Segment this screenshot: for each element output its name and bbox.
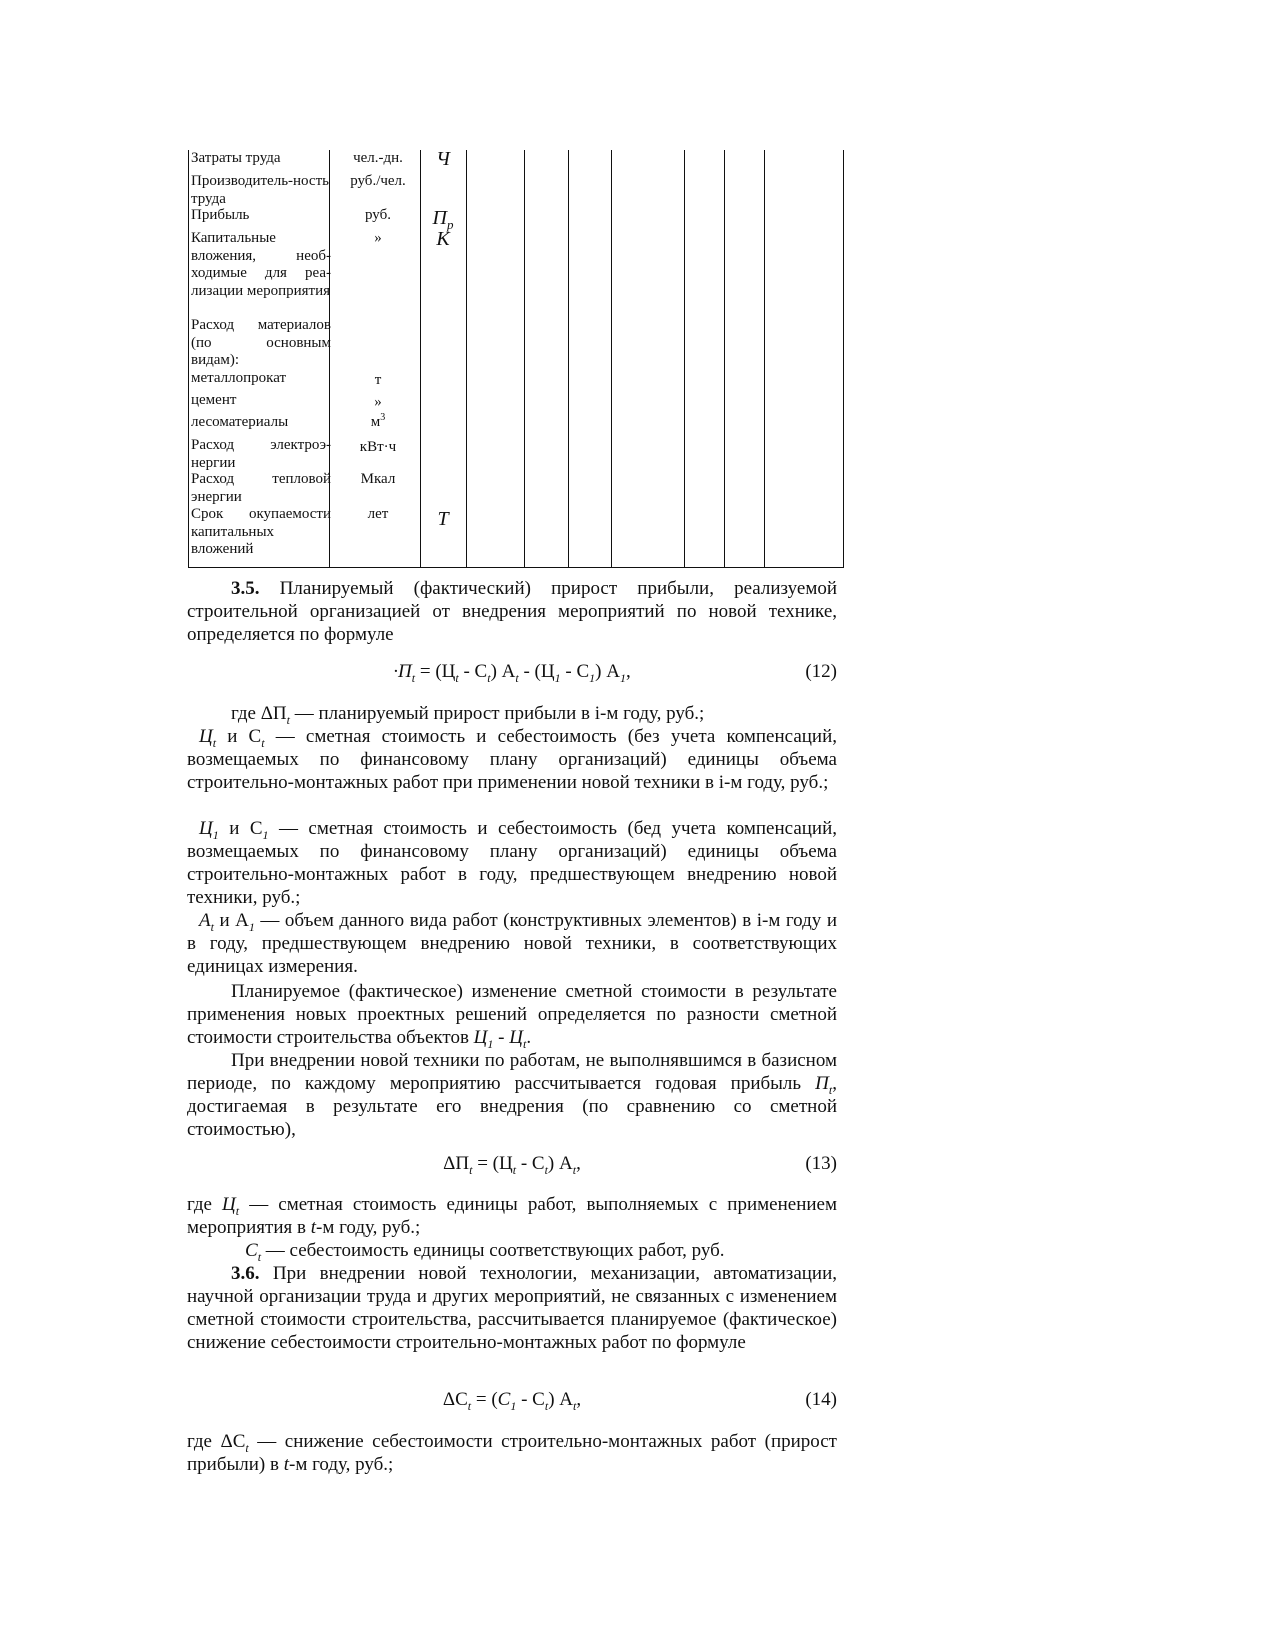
- table-row-label: лесоматериалы: [191, 414, 289, 430]
- formula-12: [187, 660, 837, 683]
- definition-ct: $Ц_t$ и $С_t$ — сметная стоимость и себестоимость (без учета компенсаций, возмещаемых по финансовому плану организаций) единицы объема строительно-монтажных работ при применении новой техники в i-м году, руб.;: [187, 726, 838, 793]
- table-row-unit: руб.: [365, 207, 391, 223]
- table-col-line: [724, 150, 725, 568]
- formula-14: [187, 1388, 837, 1411]
- formula-12-expression: $\cdot П_t = (Ц_t - С_t)$ $А_t - (Ц_1 - С_1)$ $А_1$,: [393, 661, 631, 685]
- table-row-unit: руб./чел.: [350, 173, 406, 189]
- paragraph-3-6: 3.6. При внедрении новой технологии, механизации, автоматизации, научной организации труда и других мероприятий, не связанных с изменением сметной стоимости строительства, рассчитывается планируемое (фактическое) снижение себестоимости строительно-монтажных работ по формуле: [187, 1263, 838, 1353]
- table-row-symbol: Ч: [436, 148, 450, 170]
- definition-at: $А_t$ и $А_1$ — объем данного вида работ (конструктивных элементов) в i-м году и в году, предшествующем внедрению новой техники, в соответствующих единицах измерения.: [187, 910, 837, 977]
- table-row-unit: $м^3$: [370, 412, 386, 430]
- table-row-unit: т: [374, 372, 382, 388]
- table-row-label: металлопрокат: [191, 370, 287, 386]
- table-col-line: [764, 150, 765, 568]
- formula-13-number: (13): [805, 1153, 837, 1174]
- table-col-line: [568, 150, 569, 568]
- table-row-unit: »: [374, 230, 382, 246]
- table-row-label: цемент: [191, 392, 237, 408]
- formula-14-expression: $\Delta С_t = (С_1 - С_t)$ $А_t$,: [442, 1389, 582, 1413]
- table-row-symbol: $П_р$: [432, 207, 454, 232]
- table-row-label: Срок окупаемости капитальных вложений: [191, 506, 331, 557]
- formula-14-number: (14): [805, 1389, 837, 1410]
- definition-13-cost: $С_t$ — себестоимость единицы соответствующих работ, руб.: [245, 1240, 725, 1264]
- table-row-label: Расход тепловой энергии: [191, 471, 331, 505]
- table-row-label: Расход материалов (по основным видам):: [191, 317, 331, 368]
- table-row-symbol: Т: [437, 508, 449, 530]
- definition-c1: $Ц_1$ и $С_1$ — сметная стоимость и себестоимость (бед учета компенсаций, возмещаемых по финансовому плану организаций) единицы объема строительно-монтажных работ в году, предшествующем внедрению новой техники, руб.;: [187, 818, 837, 908]
- definition-13-ct: где $Ц_t$ — сметная стоимость единицы работ, выполняемых с применением мероприятия в t-м году, руб.;: [187, 1194, 837, 1238]
- table-col-line: [684, 150, 685, 568]
- formula-12-number: (12): [805, 661, 837, 682]
- formula-13-expression: $\Delta П_t = (Ц_t - С_t)$ $А_t$,: [443, 1153, 581, 1177]
- definition-delta-pt: где $\Delta П_t$ — планируемый прирост прибыли в i-м году, руб.;: [231, 703, 705, 727]
- table-col-line: [524, 150, 525, 568]
- table-row-label: Расход электроэ-нергии: [191, 437, 331, 471]
- table-border-right: [843, 150, 844, 568]
- table-row-unit: лет: [367, 506, 389, 522]
- table-row-unit: кВт·ч: [359, 439, 397, 455]
- table-row-unit: чел.-дн.: [353, 150, 403, 166]
- definition-14-delta-ct: где $\Delta С_t$ — снижение себестоимости строительно-монтажных работ (прирост прибыли) в t-м году, руб.;: [187, 1431, 837, 1475]
- paragraph-3-5: 3.5. Планируемый (фактический) прирост прибыли, реализуемой строительной организацией от внедрения мероприятий по новой технике, определяется по формуле: [187, 578, 838, 645]
- table-col-line: [611, 150, 612, 568]
- table-row-label: Капитальные вложения, необ-ходимые для реа-лизации мероприятия: [191, 230, 331, 299]
- table-row-label: Затраты труда: [191, 150, 281, 166]
- formula-13: [187, 1152, 837, 1175]
- indicators-table: [188, 150, 844, 568]
- paragraph-estimate-change: Планируемое (фактическое) изменение сметной стоимости в результате применения новых проектных решений определяется по разности сметной стоимости строительства объектов $Ц_1 - Ц_t$.: [187, 981, 837, 1051]
- table-row-unit: »: [374, 394, 382, 410]
- table-row-label: Прибыль: [191, 207, 250, 223]
- table-row-label: Производитель-ность труда: [191, 173, 329, 207]
- table-row-unit: Мкал: [360, 471, 396, 487]
- table-border-bottom: [188, 567, 844, 568]
- table-row-symbol: К: [436, 228, 450, 250]
- table-border-left: [188, 150, 189, 568]
- table-col-line: [466, 150, 467, 568]
- paragraph-new-works: При внедрении новой техники по работам, не выполнявшимся в базисном периоде, по каждому мероприятию рассчитывается годовая прибыль $П_t$, достигаемая в результате его внедрения (по сравнению со сметной стоимостью),: [187, 1050, 837, 1140]
